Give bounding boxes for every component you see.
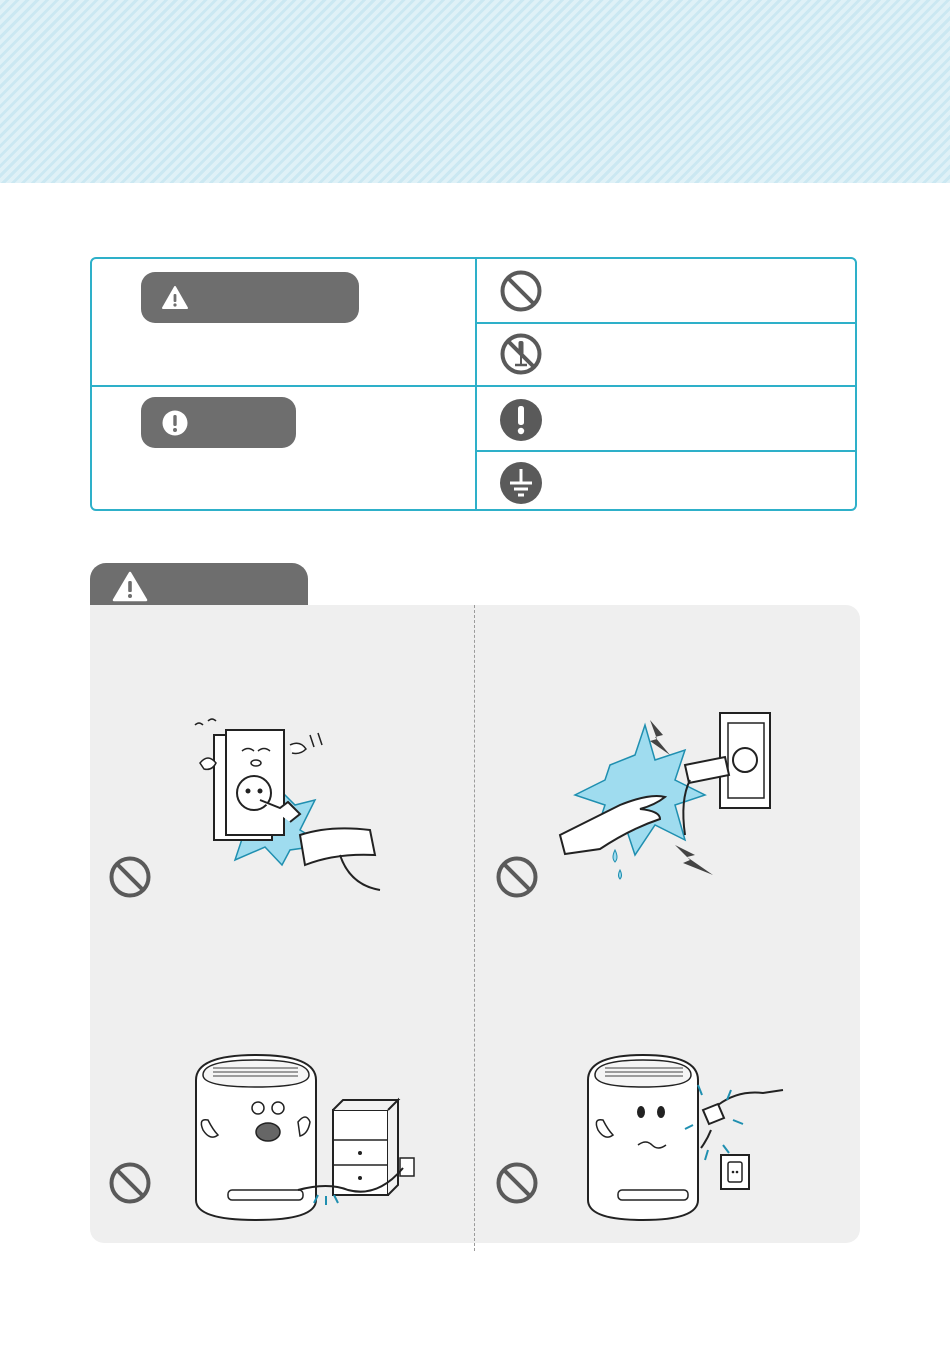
appliance-cord-pinched-illustration bbox=[188, 1050, 418, 1228]
warning-badge bbox=[141, 272, 359, 323]
warning-triangle-icon bbox=[161, 285, 189, 311]
damaged-plug-illustration bbox=[583, 1050, 793, 1228]
overloaded-outlet-illustration bbox=[190, 715, 390, 900]
caution-badge bbox=[141, 397, 296, 448]
prohibited-icon bbox=[108, 1161, 152, 1205]
safety-legend-table bbox=[90, 257, 857, 511]
panel-divider bbox=[474, 605, 475, 1251]
exclamation-circle-icon bbox=[161, 409, 189, 437]
mandatory-exclamation-icon bbox=[499, 398, 543, 442]
wet-hand-plug-illustration bbox=[555, 705, 775, 890]
legend-divider-row bbox=[477, 322, 855, 324]
legend-divider-vertical bbox=[475, 259, 477, 509]
legend-divider-horizontal bbox=[92, 385, 855, 387]
warning-triangle-icon bbox=[112, 571, 148, 603]
prohibited-icon bbox=[108, 855, 152, 899]
do-not-disassemble-icon bbox=[499, 332, 543, 376]
prohibited-icon bbox=[499, 269, 543, 313]
prohibited-icon bbox=[495, 1161, 539, 1205]
prohibited-icon bbox=[495, 855, 539, 899]
header-band bbox=[0, 0, 950, 183]
legend-divider-row bbox=[477, 450, 855, 452]
ground-icon bbox=[499, 461, 543, 505]
